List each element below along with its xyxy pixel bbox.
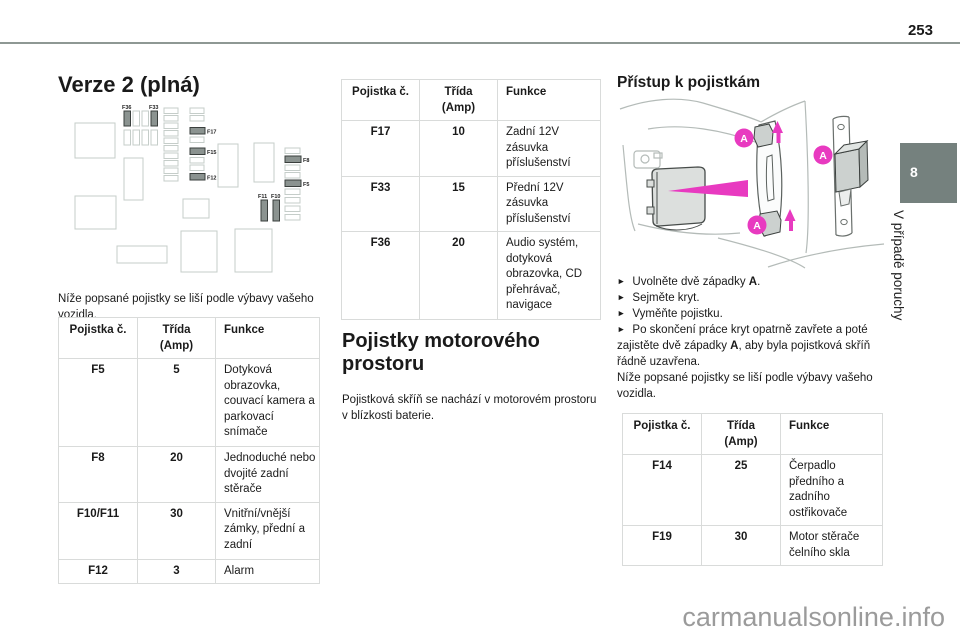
table-row [342, 121, 601, 177]
latch-detail [833, 116, 868, 236]
interior-fuse-table-2 [341, 79, 601, 320]
fuse-label-f33: F33 [149, 105, 159, 111]
note-equipment-variation-2: Níže popsané pojistky se liší podle výbavy vašeho vozidla. [617, 372, 873, 400]
bullet-arrow-icon: ► [617, 292, 626, 302]
col-header-fuse: Pojistka č. [623, 414, 702, 455]
header-rule [0, 42, 960, 44]
fuse-amp-cell: 25 [702, 455, 781, 526]
fuse-slot-column-right [285, 148, 309, 220]
col-header-func: Funkce [781, 414, 883, 455]
fuse-number-cell: F12 [59, 559, 138, 584]
arrow-up-icon [789, 220, 793, 231]
marker-a-letter: A [740, 132, 748, 145]
table-row [59, 559, 320, 584]
col-header-amp: Třída (Amp) [138, 318, 216, 359]
fuse-number-cell: F5 [59, 359, 138, 447]
fuse-function-cell: Čerpadlo předního a zadního ostřikovače [781, 455, 883, 526]
fusebox-access-illustration [618, 95, 885, 270]
col-header-fuse: Pojistka č. [59, 318, 138, 359]
marker-a-letter: A [753, 219, 761, 232]
access-step: ► Po skončení práce kryt opatrně zavřete a poté zajistěte dvě západky A, aby byla pojistková skříň řádně uzavřena. [617, 324, 871, 368]
table-row [623, 526, 883, 566]
fuse-number-cell: F17 [342, 121, 420, 177]
marker-a-letter: A [819, 149, 827, 162]
section-title-access: Přístup k pojistkám [617, 74, 760, 91]
table-header-row [623, 414, 883, 455]
fuse-label-f12: F12 [207, 175, 217, 182]
fuse-amp-cell: 5 [138, 359, 216, 447]
col-header-fuse: Pojistka č. [342, 80, 420, 121]
fuse-label-f36: F36 [122, 105, 132, 111]
latch-top [754, 124, 773, 147]
marker-a-badges [735, 129, 833, 235]
fuse-number-cell: F14 [623, 455, 702, 526]
fuse-group-top [122, 105, 158, 145]
page-number: 253 [907, 22, 933, 39]
access-steps [617, 274, 889, 402]
table-row [59, 447, 320, 503]
access-step: ► Sejměte kryt. [617, 292, 700, 304]
fuse-slot-column-2 [190, 108, 216, 182]
fuse-function-cell: Zadní 12V zásuvka příslušenství [498, 121, 601, 177]
fuse-label-f17: F17 [207, 129, 217, 136]
col-header-func: Funkce [498, 80, 601, 121]
table-row [342, 176, 601, 232]
engine-fuses-body: Pojistková skříň se nachází v motorovém prostoru v blízkosti baterie. [342, 393, 597, 422]
fuse-function-cell: Motor stěrače čelního skla [781, 526, 883, 566]
engine-fuse-table [622, 413, 883, 566]
table-header-row [59, 318, 320, 359]
table-row [342, 232, 601, 320]
chapter-title-vertical: V případě poruchy [891, 210, 906, 321]
col-header-amp: Třída (Amp) [702, 414, 781, 455]
fuse-group-f11-f10 [258, 194, 280, 221]
note-equipment-variation-1: Níže popsané pojistky se liší podle výbavy vašeho vozidla. [58, 292, 314, 321]
fuse-function-cell: Vnitřní/vnější zámky, přední a zadní [216, 502, 320, 559]
chapter-number: 8 [910, 164, 918, 180]
fusebox-diagram [60, 93, 315, 275]
fuse-amp-cell: 3 [138, 559, 216, 584]
fuse-number-cell: F19 [623, 526, 702, 566]
fuse-function-cell: Dotyková obrazovka, couvací kamera a parkovací snímače [216, 359, 320, 447]
access-step: ► Vyměňte pojistku. [617, 308, 723, 320]
fuse-amp-cell: 15 [420, 176, 498, 232]
fuse-amp-cell: 20 [420, 232, 498, 320]
section-title-verze2: Verze 2 (plná) [58, 72, 200, 97]
section-title-engine-fuses: Pojistky motorového prostoru [342, 330, 540, 375]
fuse-number-cell: F33 [342, 176, 420, 232]
fuse-label-f5: F5 [303, 182, 310, 188]
interior-fuse-table-1 [58, 317, 320, 584]
fuse-amp-cell: 20 [138, 447, 216, 503]
table-row [59, 502, 320, 559]
fuse-amp-cell: 10 [420, 121, 498, 177]
fuse-label-f15: F15 [207, 150, 217, 156]
access-step: ► Uvolněte dvě západky A. [617, 276, 761, 288]
table-row [59, 359, 320, 447]
fuse-function-cell: Audio systém, dotyková obrazovka, CD přehrávač, navigace [498, 232, 601, 320]
col-header-amp: Třída (Amp) [420, 80, 498, 121]
table-row [623, 455, 883, 526]
fuse-number-cell: F10/F11 [59, 502, 138, 559]
table-header-row [342, 80, 601, 121]
fuse-function-cell: Alarm [216, 559, 320, 584]
fuse-amp-cell: 30 [138, 502, 216, 559]
bullet-arrow-icon: ► [617, 276, 626, 286]
fuse-number-cell: F36 [342, 232, 420, 320]
fuse-function-cell: Přední 12V zásuvka příslušenství [498, 176, 601, 232]
fuse-slot-column-1 [164, 108, 178, 181]
arrow-up-icon [777, 132, 781, 143]
chapter-tab [900, 143, 957, 203]
fuse-label-f8: F8 [303, 158, 310, 164]
watermark: carmanualsonline.info [682, 602, 945, 632]
col-header-func: Funkce [216, 318, 320, 359]
fuse-amp-cell: 30 [702, 526, 781, 566]
bullet-arrow-icon: ► [617, 308, 626, 318]
fuse-number-cell: F8 [59, 447, 138, 503]
fuse-label-f11: F11 [258, 194, 268, 200]
fuse-function-cell: Jednoduché nebo dvojité zadní stěrače [216, 447, 320, 503]
fuse-label-f10: F10 [271, 194, 281, 200]
fusebox-cover [647, 167, 705, 230]
bullet-arrow-icon: ► [617, 324, 626, 334]
